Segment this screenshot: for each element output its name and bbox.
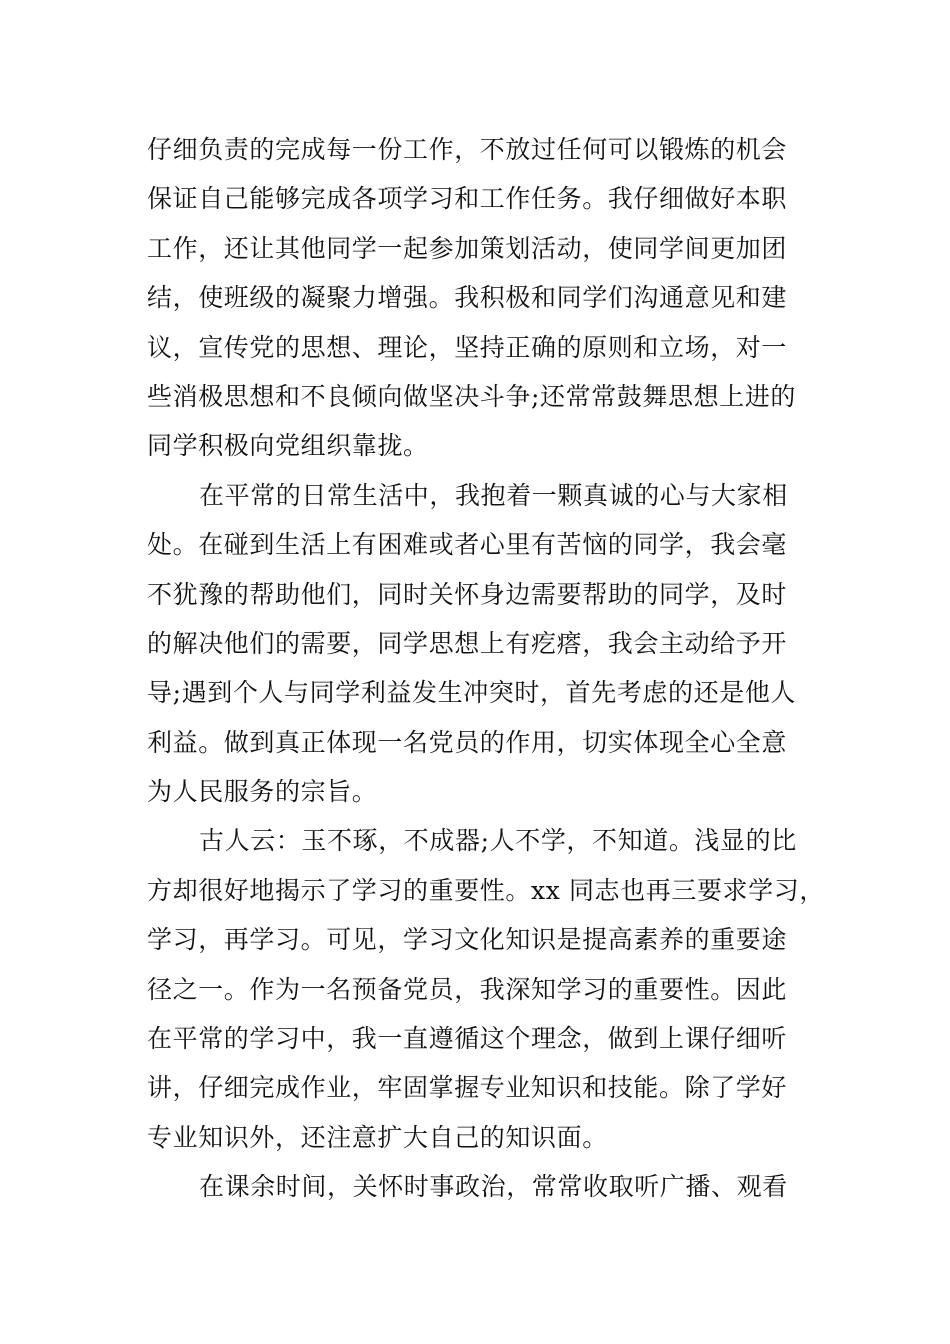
text-line: 结，使班级的凝聚力增强。我积极和同学们沟通意见和建 [147,283,788,313]
text-line: 同学积极向党组织靠拢。 [147,431,429,461]
text-line: 导;遇到个人与同学利益发生冲突时，首先考虑的还是他人 [147,678,797,708]
text-line: 些消极思想和不良倾向做坚决斗争;还常常鼓舞思想上进的 [147,381,797,411]
text-line: 议，宣传党的思想、理论，坚持正确的原则和立场，对一 [147,332,788,362]
text-line: 的解决他们的需要，同学思想上有疙瘩，我会主动给予开 [147,628,788,658]
paragraph-first-line: 在平常的日常生活中，我抱着一颗真诚的心与大家相 [199,480,788,510]
text-line: 工作，还让其他同学一起参加策划活动，使同学间更加团 [147,233,788,263]
text-line: 专业知识外，还注意扩大自己的知识面。 [147,1122,608,1152]
text-line: 处。在碰到生活上有困难或者心里有苦恼的同学，我会毫 [147,530,788,560]
paragraph-first-line: 古人云：玉不琢，不成器;人不学，不知道。浅显的比 [199,826,797,856]
text-line: 不犹豫的帮助他们，同时关怀身边需要帮助的同学，及时 [147,579,788,609]
paragraph-first-line: 在课余时间，关怀时事政治，常常收取听广播、观看 [199,1172,788,1202]
text-line: 在平常的学习中，我一直遵循这个理念，做到上课仔细听 [147,1024,788,1054]
text-line: 为人民服务的宗旨。 [147,777,378,807]
text-line: 学习，再学习。可见，学习文化知识是提高素养的重要途 [147,925,788,955]
text-line: 利益。做到真正体现一名党员的作用，切实体现全心全意 [147,727,788,757]
text-line: 仔细负责的完成每一份工作，不放过任何可以锻炼的机会 [147,135,788,164]
document-body [147,125,827,1212]
text-line: 方却很好地揭示了学习的重要性。xx 同志也再三要求学习， [147,875,825,905]
text-line: 径之一。作为一名预备党员，我深知学习的重要性。因此 [147,974,788,1004]
text-line: 讲，仔细完成作业，牢固掌握专业知识和技能。除了学好 [147,1073,788,1103]
text-line: 保证自己能够完成各项学习和工作任务。我仔细做好本职 [147,184,788,214]
